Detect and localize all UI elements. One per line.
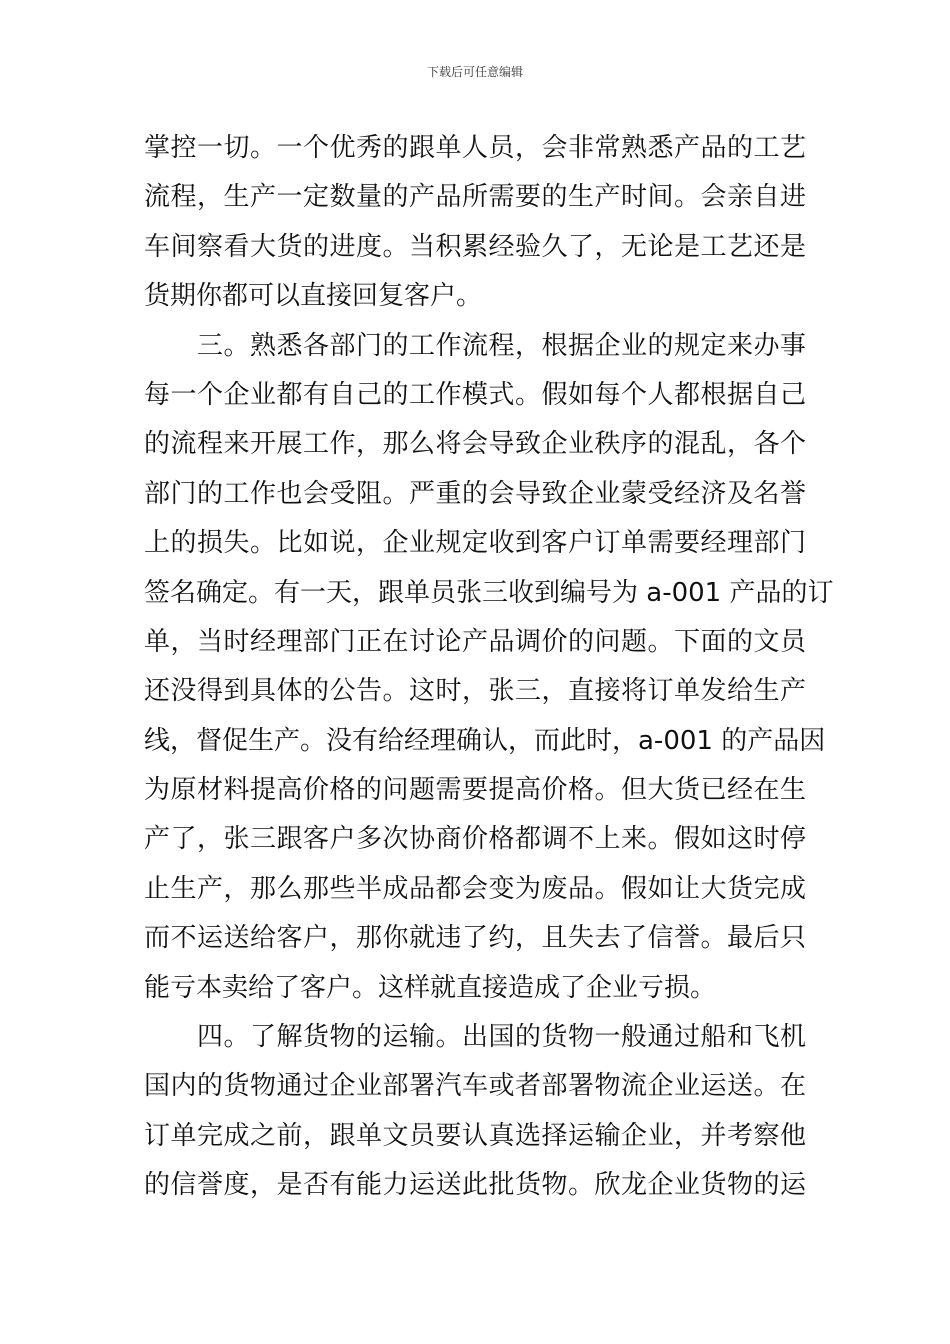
text-line: 货期你都可以直接回复客户。 — [144, 281, 483, 312]
text-line: 上的损失。比如说，企业规定收到客户订单需要经理部门 — [144, 528, 806, 559]
text-line: 签名确定。有一天，跟单员张三收到编号为 a-001 产品的订 — [144, 577, 834, 608]
text-line: 部门的工作也会受阻。严重的会导致企业蒙受经济及名誉 — [144, 478, 806, 509]
text-line: 的信誉度，是否有能力运送此批货物。欣龙企业货物的运 — [144, 1170, 806, 1201]
text-line: 车间察看大货的进度。当积累经验久了，无论是工艺还是 — [144, 231, 806, 262]
text-line: 流程，生产一定数量的产品所需要的生产时间。会亲自进 — [144, 182, 806, 213]
text-line: 单，当时经理部门正在讨论产品调价的问题。下面的文员 — [144, 626, 806, 657]
section-heading-line: 三。熟悉各部门的工作流程，根据企业的规定来办事 — [144, 330, 806, 361]
text-line: 国内的货物通过企业部署汽车或者部署物流企业运送。在 — [144, 1071, 806, 1102]
document-body — [144, 124, 834, 1211]
text-line: 为原材料提高价格的问题需要提高价格。但大货已经在生 — [144, 775, 806, 806]
text-line: 订单完成之前，跟单文员要认真选择运输企业，并考察他 — [144, 1120, 806, 1151]
text-line: 的流程来开展工作，那么将会导致企业秩序的混乱，各个 — [144, 429, 806, 460]
text-line: 止生产，那么那些半成品都会变为废品。假如让大货完成 — [144, 873, 806, 904]
section-heading-line: 四。了解货物的运输。出国的货物一般通过船和飞机 — [144, 1022, 806, 1053]
text-line: 能亏本卖给了客户。这样就直接造成了企业亏损。 — [144, 972, 717, 1003]
text-line: 线，督促生产。没有给经理确认，而此时，a-001 的产品因 — [144, 725, 826, 756]
text-line: 产了，张三跟客户多次协商价格都调不上来。假如这时停 — [144, 824, 806, 855]
text-line: 而不运送给客户，那你就违了约，且失去了信誉。最后只 — [144, 923, 806, 954]
text-line: 每一个企业都有自己的工作模式。假如每个人都根据自己 — [144, 379, 806, 410]
page-header-note: 下载后可任意编辑 — [426, 65, 523, 79]
text-line: 掌控一切。一个优秀的跟单人员，会非常熟悉产品的工艺 — [144, 133, 806, 163]
text-line: 还没得到具体的公告。这时，张三，直接将订单发给生产 — [144, 676, 806, 707]
